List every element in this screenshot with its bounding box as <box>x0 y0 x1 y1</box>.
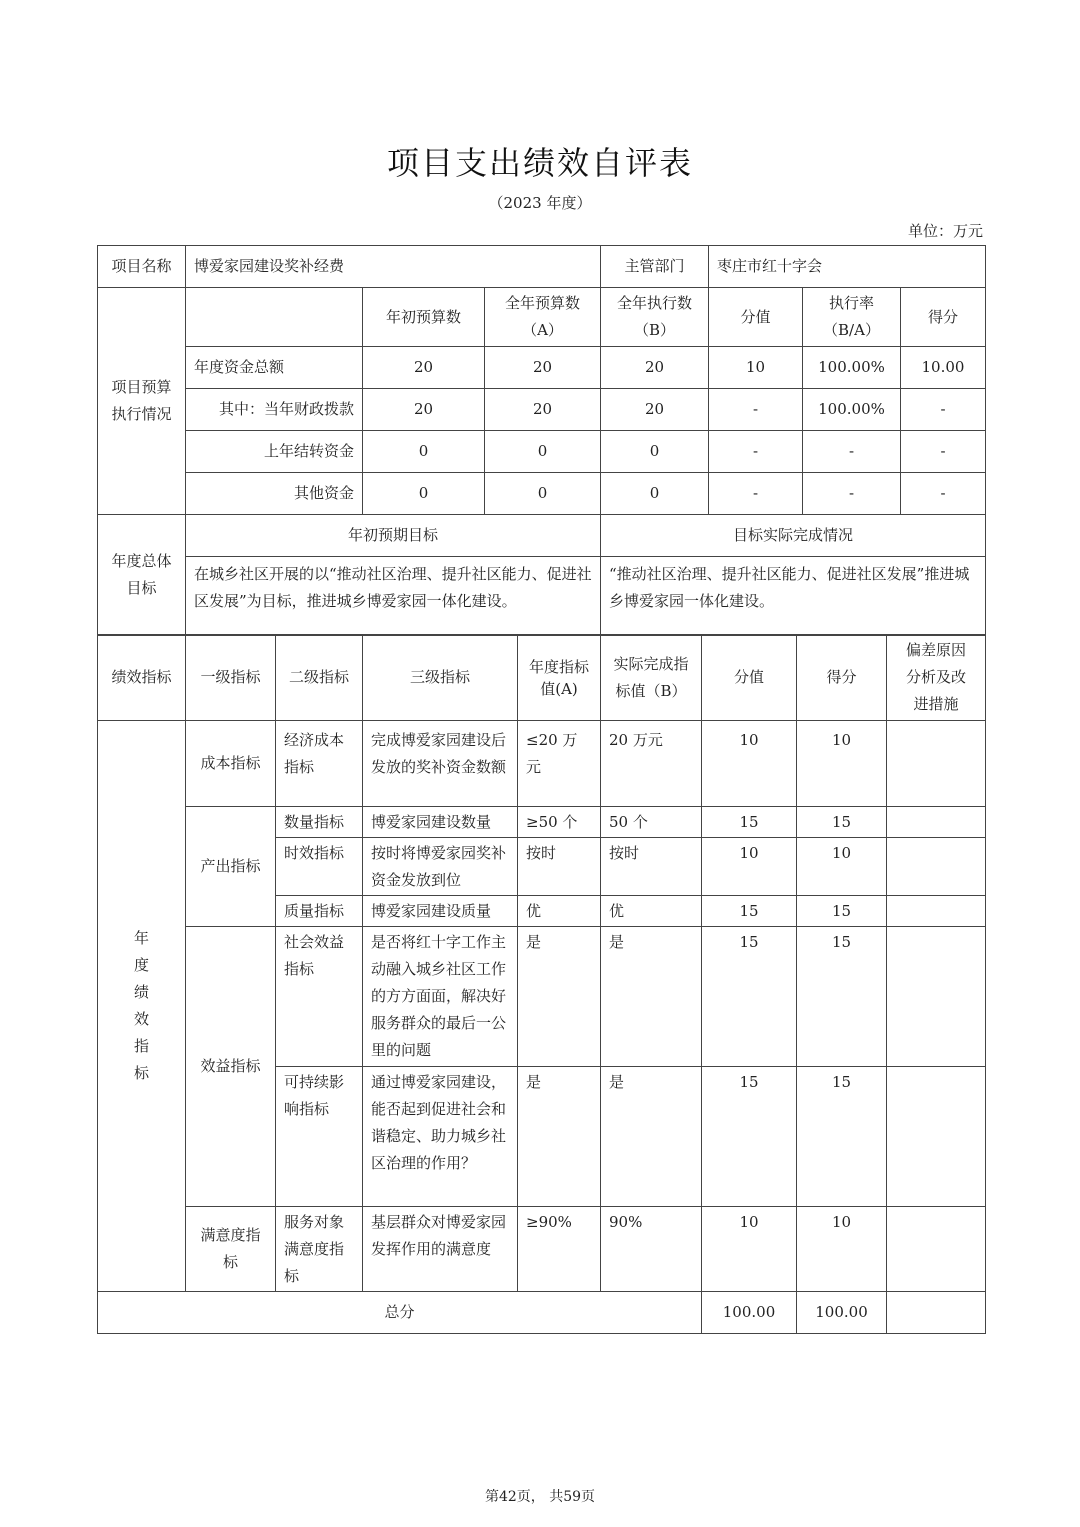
level3-indicator: 通过博爱家园建设，能否起到促进社会和谐稳定、助力城乡社区治理的作用？ <box>363 1067 518 1207</box>
budget-table <box>97 245 986 636</box>
budget-cell: 100.00% <box>803 389 901 431</box>
budget-cell: 20 <box>363 347 485 389</box>
budget-cell: - <box>901 473 986 515</box>
indicators-section-label <box>98 721 186 1292</box>
budget-cell: - <box>709 431 803 473</box>
budget-cell: 20 <box>485 389 601 431</box>
indicator-header: 三级指标 <box>363 635 518 721</box>
reason-value <box>887 1067 986 1207</box>
budget-cell: - <box>709 389 803 431</box>
goals-header-row <box>98 515 986 557</box>
reason-value <box>887 807 986 838</box>
indicator-row <box>98 807 986 838</box>
level2-indicator: 经济成本指标 <box>276 721 363 807</box>
budget-cell: - <box>901 389 986 431</box>
target-value: 按时 <box>518 838 601 896</box>
actual-value: 50 个 <box>601 807 702 838</box>
level2-indicator: 质量指标 <box>276 896 363 927</box>
indicator-header: 分值 <box>702 635 797 721</box>
level1-indicator: 产出指标 <box>186 807 276 927</box>
weight-value: 15 <box>702 1067 797 1207</box>
total-weight: 100.00 <box>702 1292 797 1334</box>
weight-value: 10 <box>702 721 797 807</box>
level2-indicator: 数量指标 <box>276 807 363 838</box>
goals-section-label: 年度总体目标 <box>98 515 186 636</box>
score-value: 15 <box>797 1067 887 1207</box>
indicator-header: 得分 <box>797 635 887 721</box>
score-value: 10 <box>797 838 887 896</box>
expected-goal-text: 在城乡社区开展的以“推动社区治理、提升社区能力、促进社区发展”为目标，推进城乡博爱家园一体化建设。 <box>186 557 601 636</box>
budget-cell: 100.00% <box>803 347 901 389</box>
budget-cell: - <box>709 473 803 515</box>
budget-header: 执行率（B/A） <box>803 288 901 347</box>
level3-indicator: 完成博爱家园建设后发放的奖补资金数额 <box>363 721 518 807</box>
expected-goal-header: 年初预期目标 <box>186 515 601 557</box>
budget-cell: - <box>901 431 986 473</box>
target-value: ≥50 个 <box>518 807 601 838</box>
total-label: 总分 <box>98 1292 702 1334</box>
score-value: 15 <box>797 807 887 838</box>
actual-value: 按时 <box>601 838 702 896</box>
total-row <box>98 1292 986 1334</box>
actual-goal-header: 目标实际完成情况 <box>601 515 986 557</box>
budget-cell: - <box>803 473 901 515</box>
indicator-header: 实际完成指标值（B） <box>601 635 702 721</box>
budget-cell: 20 <box>363 389 485 431</box>
project-name-label: 项目名称 <box>98 246 186 288</box>
indicator-header: 绩效指标 <box>98 635 186 721</box>
level3-indicator: 基层群众对博爱家园发挥作用的满意度 <box>363 1207 518 1292</box>
budget-row-label: 年度资金总额 <box>186 347 363 389</box>
target-value: 优 <box>518 896 601 927</box>
budget-row <box>98 431 986 473</box>
reason-value <box>887 838 986 896</box>
reason-value <box>887 721 986 807</box>
reason-value <box>887 927 986 1067</box>
score-value: 15 <box>797 896 887 927</box>
indicator-header: 一级指标 <box>186 635 276 721</box>
actual-value: 90% <box>601 1207 702 1292</box>
budget-row <box>98 389 986 431</box>
indicators-section-text: 年度绩效指标 <box>134 929 150 1082</box>
goals-row <box>98 557 986 636</box>
budget-cell: 20 <box>485 347 601 389</box>
budget-cell: 0 <box>601 473 709 515</box>
reason-value <box>887 1207 986 1292</box>
level2-indicator: 服务对象满意度指标 <box>276 1207 363 1292</box>
budget-header-row <box>98 288 986 347</box>
budget-cell: 20 <box>601 389 709 431</box>
budget-row-label: 其中：当年财政拨款 <box>186 389 363 431</box>
budget-cell: 0 <box>363 473 485 515</box>
unit-label: 单位：万元 <box>907 222 983 240</box>
budget-header: 分值 <box>709 288 803 347</box>
weight-value: 10 <box>702 838 797 896</box>
level3-indicator: 博爱家园建设质量 <box>363 896 518 927</box>
target-value: 是 <box>518 1067 601 1207</box>
indicator-header: 二级指标 <box>276 635 363 721</box>
indicator-row <box>98 721 986 807</box>
total-score: 100.00 <box>797 1292 887 1334</box>
indicator-row <box>98 1207 986 1292</box>
target-value: ≤20 万元 <box>518 721 601 807</box>
budget-cell: 0 <box>485 473 601 515</box>
budget-header: 全年执行数（B） <box>601 288 709 347</box>
indicator-header: 偏差原因分析及改进措施 <box>887 635 986 721</box>
level3-indicator: 按时将博爱家园奖补资金发放到位 <box>363 838 518 896</box>
budget-section-label: 项目预算执行情况 <box>98 288 186 515</box>
level3-indicator: 是否将红十字工作主动融入城乡社区工作的方方面面，解决好服务群众的最后一公里的问题 <box>363 927 518 1067</box>
level2-indicator: 时效指标 <box>276 838 363 896</box>
level1-indicator: 成本指标 <box>186 721 276 807</box>
budget-cell: 20 <box>601 347 709 389</box>
actual-value: 优 <box>601 896 702 927</box>
level2-indicator: 社会效益指标 <box>276 927 363 1067</box>
score-value: 10 <box>797 721 887 807</box>
score-value: 15 <box>797 927 887 1067</box>
actual-value: 是 <box>601 927 702 1067</box>
actual-value: 20 万元 <box>601 721 702 807</box>
score-value: 10 <box>797 1207 887 1292</box>
dept-label: 主管部门 <box>601 246 709 288</box>
level3-indicator: 博爱家园建设数量 <box>363 807 518 838</box>
budget-header: 全年预算数（A） <box>485 288 601 347</box>
budget-cell: 0 <box>363 431 485 473</box>
budget-row <box>98 347 986 389</box>
year-subtitle: （2023 年度） <box>488 194 592 212</box>
actual-value: 是 <box>601 1067 702 1207</box>
budget-cell: 0 <box>485 431 601 473</box>
level1-indicator: 效益指标 <box>186 927 276 1207</box>
indicator-row <box>98 927 986 1067</box>
indicators-header-row <box>98 635 986 721</box>
weight-value: 15 <box>702 896 797 927</box>
budget-cell: - <box>803 431 901 473</box>
indicator-header: 年度指标值(A) <box>518 635 601 721</box>
indicators-table <box>97 634 986 1334</box>
dept-name: 枣庄市红十字会 <box>709 246 986 288</box>
weight-value: 15 <box>702 927 797 1067</box>
budget-row <box>98 473 986 515</box>
budget-row-label: 其他资金 <box>186 473 363 515</box>
budget-header: 得分 <box>901 288 986 347</box>
reason-value <box>887 896 986 927</box>
budget-cell: 0 <box>601 431 709 473</box>
project-row <box>98 246 986 288</box>
budget-cell: 10 <box>709 347 803 389</box>
budget-header: 年初预算数 <box>363 288 485 347</box>
level2-indicator: 可持续影响指标 <box>276 1067 363 1207</box>
actual-goal-text: “推动社区治理、提升社区能力、促进社区发展”推进城乡博爱家园一体化建设。 <box>601 557 986 636</box>
budget-row-label: 上年结转资金 <box>186 431 363 473</box>
level1-indicator: 满意度指标 <box>186 1207 276 1292</box>
page-title: 项目支出绩效自评表 <box>386 144 693 182</box>
page-number: 第42页， 共59页 <box>484 1489 596 1505</box>
budget-cell: 10.00 <box>901 347 986 389</box>
target-value: 是 <box>518 927 601 1067</box>
target-value: ≥90% <box>518 1207 601 1292</box>
project-name: 博爱家园建设奖补经费 <box>186 246 601 288</box>
weight-value: 10 <box>702 1207 797 1292</box>
weight-value: 15 <box>702 807 797 838</box>
